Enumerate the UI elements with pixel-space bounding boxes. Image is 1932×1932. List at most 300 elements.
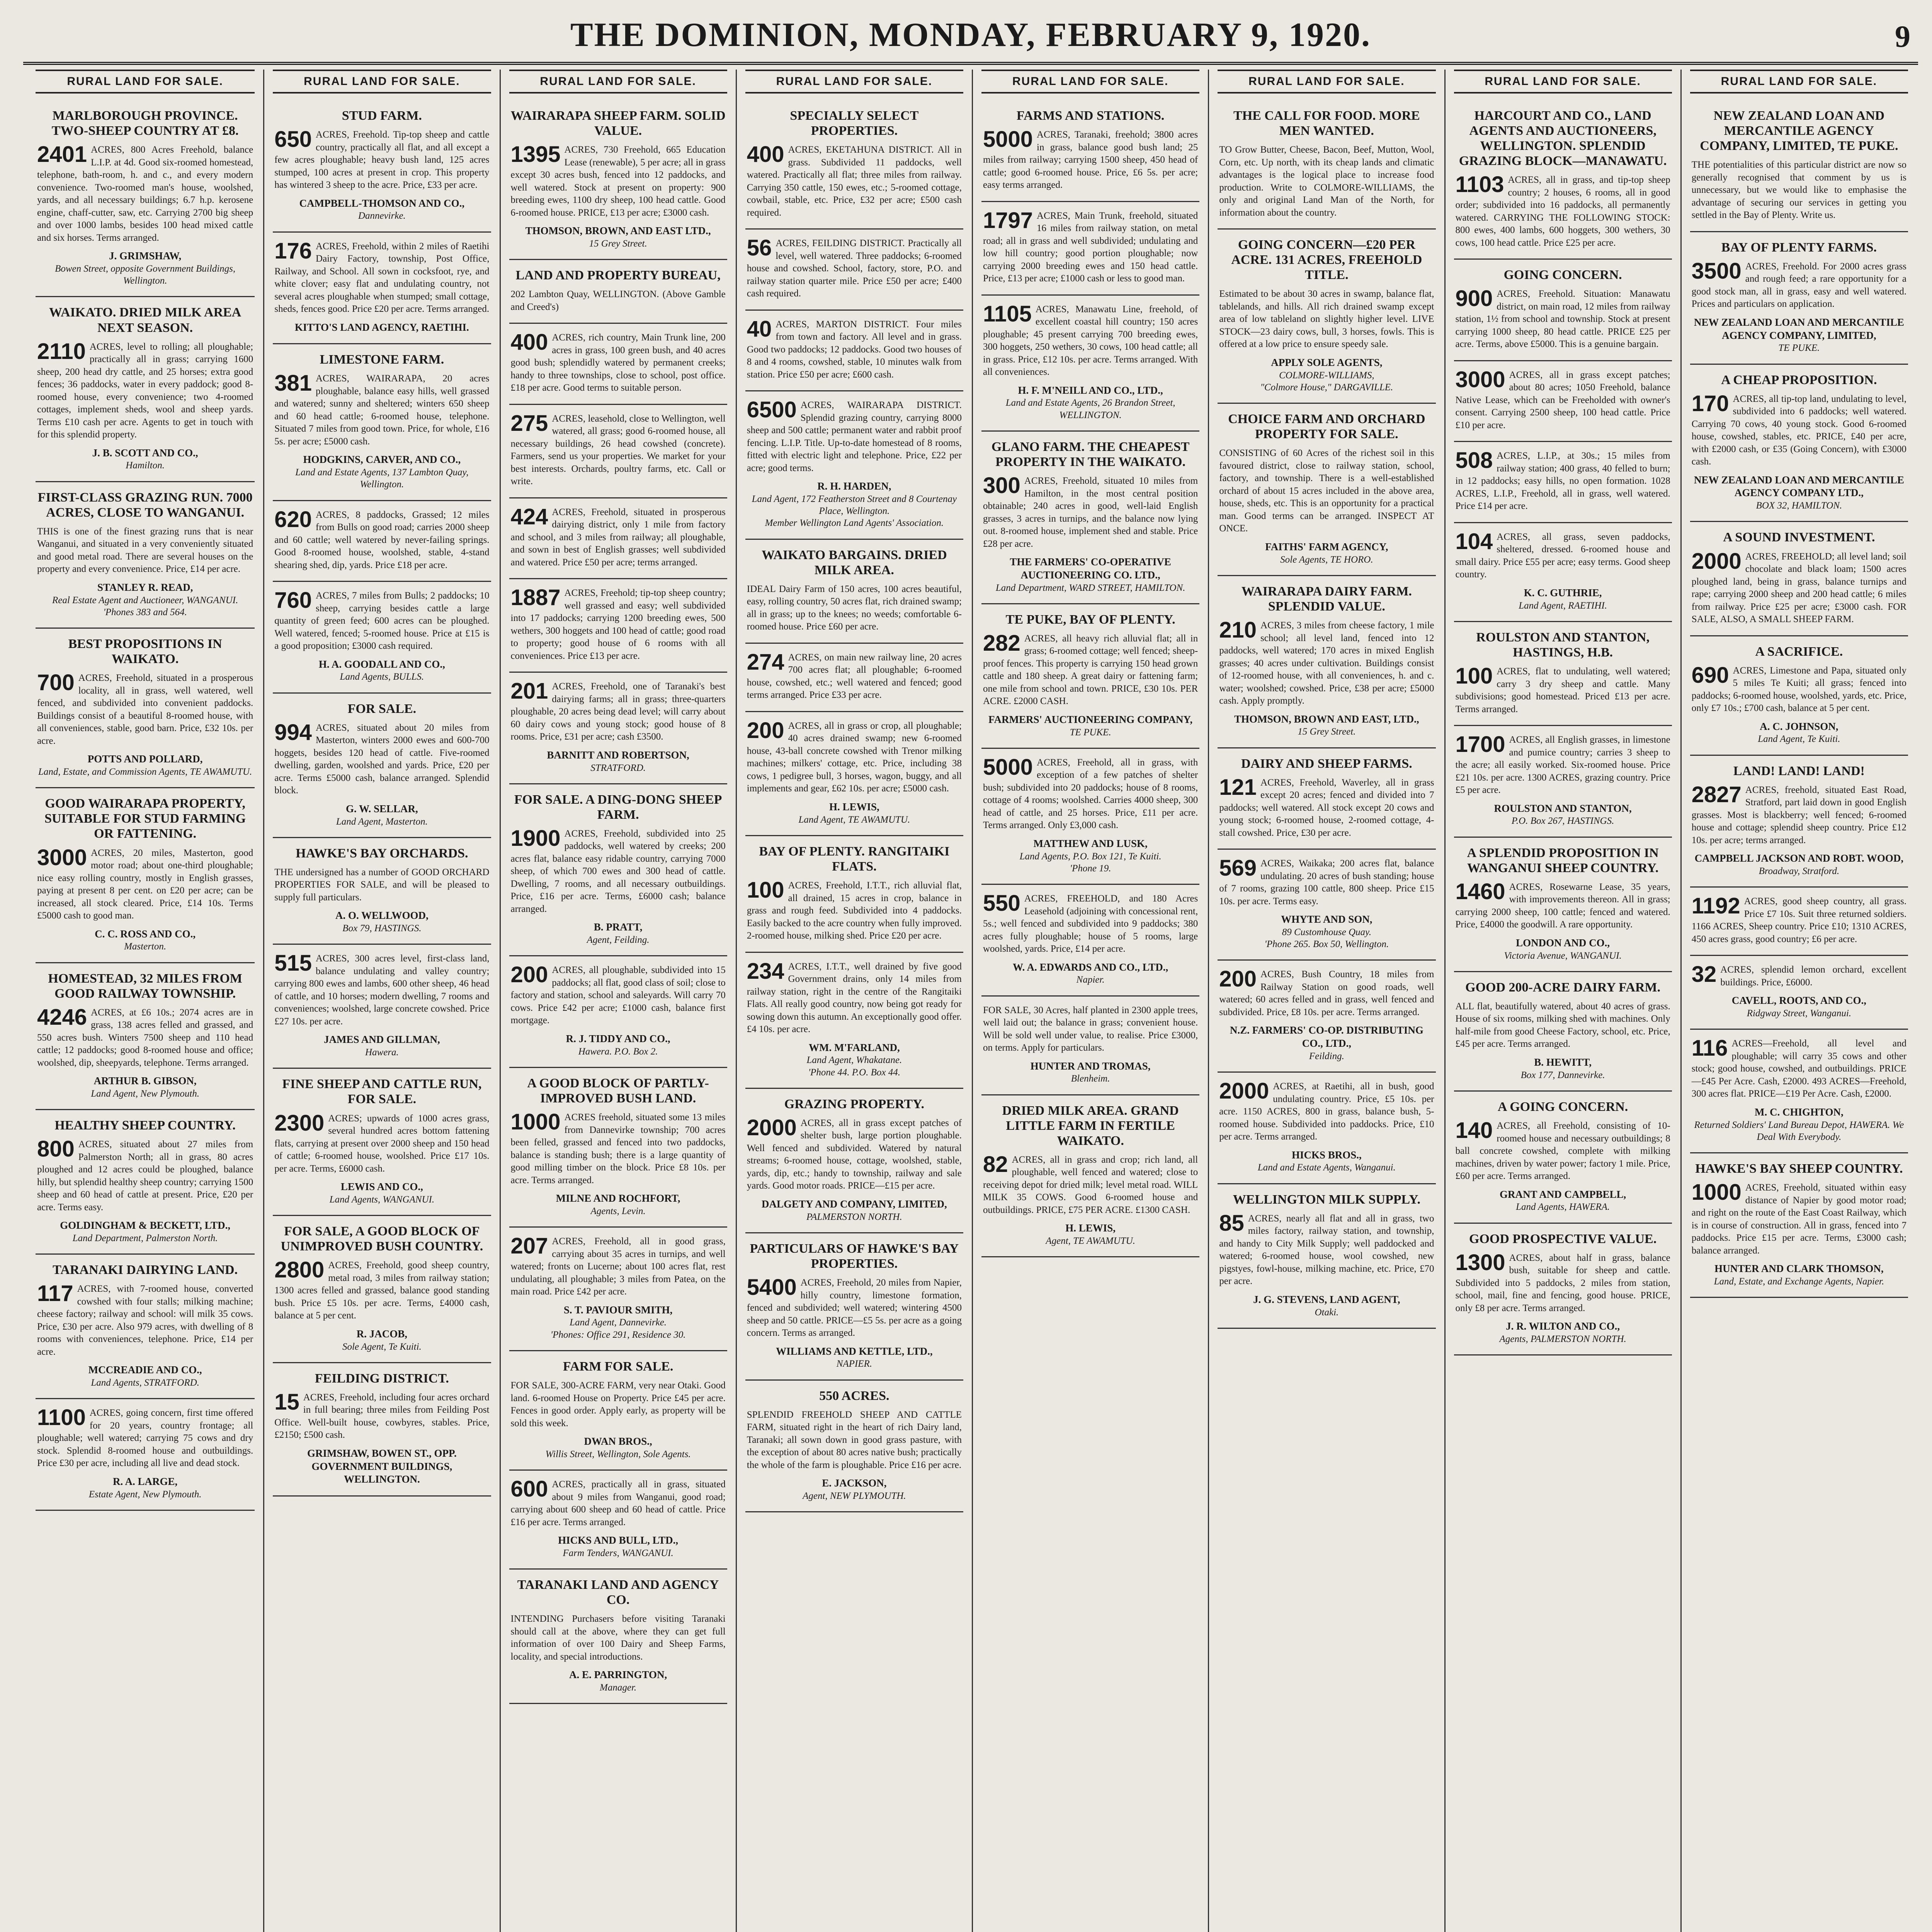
agent-line: BOX 32, HAMILTON. [1756,500,1842,511]
ad-text: CONSISTING of 60 Acres of the richest soil in this favoured district, close to railway station, school, factory, and township. There is a well-established orchard of about 15 acres included in the above area, house, sheds, etc. This is an opportunity for a practical man. Good terms can be arranged. INSPECT AT ONCE. [1219,448,1434,534]
ad-title: FARM FOR SALE. [563,1359,673,1374]
ad-body [1456,1120,1670,1183]
ad-agent [1219,1293,1434,1318]
classified-ad [1454,1092,1672,1224]
column-heading: RURAL LAND FOR SALE. [36,70,255,94]
ad-acreage: 760 [274,588,312,613]
ad-text: ACRES, all tip-top land, undulating to level, subdivided into 6 paddocks; well watered. Carrying 70 cows, 40 young stock. Good 6-roomed house, cowshed, stables, etc. PRICE, £40 per acre, with £2000 cash, or £35 (Going Concern), with £3000 cash. [1691,393,1906,467]
classified-ad [509,1068,727,1228]
ad-title: BAY OF PLENTY FARMS. [1721,240,1877,255]
agent-line: STRATFORD. [590,762,646,773]
ad-acreage: 5000 [983,754,1033,780]
ad-body [983,129,1198,192]
agent-line: Land Agent, 172 Featherston Street and 8 Courtenay Place, Wellington. [752,493,957,517]
agent-line: Sole Agents, TE HORO. [1280,554,1373,565]
ad-text: ACRES, Freehold, I.T.T., rich alluvial flat, all drained, 15 acres in crop, balance in grass and rough feed. Subdivided into 4 paddocks. Easily backed to the acre country when fully improved. 2-roomed house, milking shed. Price £20 per acre. [747,880,962,941]
ad-body [511,1478,726,1529]
agent-line: Manager. [600,1682,637,1693]
ad-body [747,144,962,219]
ad-acreage: 2110 [37,338,86,364]
ad-agent [747,1345,962,1370]
page-number: 9 [1895,20,1910,54]
ad-body [983,207,1198,285]
agent-line: TE PUKE. [1070,727,1111,738]
agent-line: C. C. ROSS AND CO., [95,928,196,940]
agent-line: A. C. JOHNSON, [1760,720,1838,732]
ad-body [511,332,726,395]
classified-ad [36,100,255,297]
ad-body [37,1004,253,1070]
classified-ad [745,712,963,836]
ad-text: ACRES, rich country, Main Trunk line, 200 acres in grass, 100 green bush, and 40 acres good bush; splendidly watered by permanent creeks; handy to three townships, close to school, post office. £18 per acre. Good terms to suitable person. [510,332,726,393]
ad-body [1456,734,1670,797]
classified-ad [1454,622,1672,726]
agent-line: Land Department, WARD STREET, HAMILTON. [995,582,1185,593]
agent-line: ARTHUR B. GIBSON, [94,1075,197,1087]
ad-title: GOING CONCERN. [1503,268,1622,282]
agent-line: MILNE AND ROCHFORT, [556,1192,680,1204]
classified-ad [36,1399,255,1511]
ad-agent [511,1435,726,1460]
classified-ad [273,100,491,233]
ad-text: ACRES, Freehold; tip-top sheep country; well grassed and easy; well subdivided into 17 paddocks; carrying 1200 breeding ewes, 500 wethers, 300 hoggets and 100 head of cattle; good road to property; good house of 6 rooms with all conveniences. Price £13 per acre. [510,588,726,661]
ad-title: LIMESTONE FARM. [320,352,444,367]
ad-text: ACRES, all in grass or crop, all ploughable; 40 acres drained swamp; new 6-roomed house, 43-ball concrete cowshed with Trenor milking machines; milkers' cottage, etc. Price, including 38 cows, 1 pedigree bull, 3 horses, wagon, buggy, and all implements and gear, £62 10s. per acre; £5000 cash. [747,720,962,794]
agent-line: TE PUKE. [1778,343,1820,354]
ad-title: DAIRY AND SHEEP FARMS. [1241,756,1412,771]
ad-agent [511,749,726,774]
ad-body [1456,369,1670,432]
classified-ad [273,1069,491,1216]
agent-line: THE FARMERS' CO-OPERATIVE AUCTIONEERING CO. LTD., [1010,556,1171,581]
ad-acreage: 508 [1455,448,1493,473]
classified-ad [745,1233,963,1381]
ad-body [747,1277,962,1340]
agent-line: HODGKINS, CARVER, AND CO., [303,454,461,466]
ad-acreage: 2000 [747,1115,797,1140]
ad-body [1692,784,1906,847]
ad-body [1456,1000,1670,1051]
ad-body [511,288,726,313]
classified-ad [745,953,963,1089]
ad-body [1692,393,1906,468]
agent-line: THOMSON, BROWN, AND EAST LTD., [525,225,711,237]
ad-title: A CHEAP PROPOSITION. [1721,372,1877,387]
classified-ad [745,1381,963,1513]
ad-agent [747,1041,962,1078]
ad-text: ACRES, good sheep country, all grass. Price £7 10s. Suit three returned soldiers. 1166 ACRES, Sheep country. Price £10; 1310 ACRES, 450 acres grass, good country; £6 per acre. [1691,896,1906,944]
ad-text: Estimated to be about 30 acres in swamp, balance flat, tablelands, and hills. All rich drained swamp except area of low tableland on slightly higher level. LIVE STOCK—23 dairy cows, bull, 3 horses, fowls. This is offered at a low price to ensure speedy sale. [1219,289,1434,350]
ad-acreage: 800 [37,1136,75,1162]
ad-body [510,410,726,488]
agent-line: H. LEWIS, [1065,1222,1116,1234]
ad-body [274,866,489,904]
ad-text: ACRES, level to rolling; all ploughable; practically all in grass; carrying 1600 sheep, 200 head dry cattle, and 25 horses; extra good fences; 36 paddocks, water in every paddock; good 8-roomed house, every convenience; two 4-roomed cottages, implement sheds, wool and sheep yards. Terms £10 cash per acre. Agents to get in touch with for this splendid property. [37,341,253,440]
ad-agent [1692,852,1906,877]
ad-acreage: 1900 [510,825,561,851]
ad-agent [1456,802,1670,827]
classified-ad [1690,100,1908,232]
ad-acreage: 400 [747,142,784,167]
ad-text: ACRES, Freehold, one of Taranaki's best dairying farms; all in grass; three-quarters ploughable, 20 acres being dead level; will carry about 60 dairy cows and young stock; good house of 8 rooms. Price, £31 per acre; cash £3500. [510,681,726,742]
ad-agent [1692,720,1906,745]
ad-acreage: 116 [1691,1036,1728,1061]
ad-title: FOR SALE. [347,701,417,716]
ad-body [1456,531,1670,581]
classified-ad [273,945,491,1069]
agent-line: G. W. SELLAR, [345,803,418,815]
classified-ad [509,1570,727,1704]
column-heading: RURAL LAND FOR SALE. [1218,70,1435,94]
column-heading: RURAL LAND FOR SALE. [273,70,491,94]
ad-body [1219,1080,1434,1143]
agent-line: Ridgway Street, Wanganui. [1747,1008,1852,1019]
classified-ad [1218,748,1435,850]
ad-acreage: 1105 [983,301,1032,327]
agent-line: H. F. M'NEILL AND CO., LTD., [1018,384,1163,396]
ad-text: ACRES, Bush Country, 18 miles from Railway Station on good roads, well watered; 60 acres felled and in grass, well fenced and subdivided. Price, £8 10s. per acre. Terms arranged. [1219,969,1434,1017]
ad-text: ACRES, Taranaki, freehold; 3800 acres in grass, balance good bush land; 25 miles from railway; carrying 1500 sheep, 450 head of cattle; good 6-roomed house. Price, £6 5s. per acre; easy terms arranged. [983,129,1198,190]
ad-text: ACRES, at Raetihi, all in bush, good undulating country. Price, £5 10s. per acre. 1150 ACRES, 800 in grass, balance bush, 5-roomed house. Subdivided into paddocks. Price, £10 per acre. Terms arranged. [1219,1081,1434,1142]
agent-line: Willis Street, Wellington, Sole Agents. [545,1449,691,1459]
classified-ad [509,260,727,324]
classified-ad [1690,365,1908,522]
ad-text: TO Grow Butter, Cheese, Bacon, Beef, Mutton, Wool, Corn, etc. Up north, with its cheap lands and climatic advantages is the logical place to increase food production. Write to COLMORE-WILLIAMS, the only and original Land Man of the North, for information about the country. [1219,145,1434,218]
ad-body [274,372,489,448]
ad-title: HAWKE'S BAY SHEEP COUNTRY. [1695,1162,1903,1176]
ad-text: ACRES, all grass, seven paddocks, sheltered, dressed. 6-roomed house and small dairy. Price £55 per acre; easy terms. Good sheep country. [1455,531,1670,580]
classified-ad [745,391,963,540]
ad-body [511,587,726,662]
ad-body [1456,288,1670,351]
ad-text: ACRES, situated about 27 miles from Palmerston North; all in grass, 80 acres ploughed and 12 acres could be ploughed, balance hilly, but splendid healthy sheep country; carrying 1500 sheep and 60 head of cattle at present. Price, £20 per acre. Terms easy. [37,1139,253,1213]
ad-acreage: 2300 [274,1110,325,1136]
ad-title: TE PUKE, BAY OF PLENTY. [1005,612,1175,627]
classified-ad [1218,404,1435,576]
classified-ad [273,838,491,945]
ad-body [1692,260,1906,311]
ad-body [1219,774,1434,840]
ad-text: ACRES, Main Trunk, freehold, situated 16 miles from railway station, on metal road; all in grass and well subdivided; undulating and low hill country; good portion ploughable; now carrying 2000 breeding ewes and 150 head cattle. Price, £13 per acre; £1000 cash or less to good man. [983,210,1198,284]
ad-title: HEALTHY SHEEP COUNTRY. [54,1118,236,1133]
ad-text: ACRES, about half in grass, balance bush, suitable for sheep and cattle. Subdivided into 5 paddocks, 2 miles from station, school, mail, fine and fencing, good house. PRICE, only £8 per acre. Terms arranged. [1455,1252,1670,1313]
ad-text: ACRES, 3 miles from cheese factory, 1 mile school; all level land, fenced into 12 paddocks, well watered; 170 acres in mixed English grasses; 40 acres under cultivation. Buildings consist of 12-roomed house, with all conveniences, h. and c. water; woolshed; cowshed. Price, £38 per acre; £5000 cash. Apply promptly. [1219,620,1434,706]
ad-agent [274,909,489,934]
ad-body [1456,450,1670,513]
ad-acreage: 200 [510,962,548,988]
ad-agent [37,250,253,287]
ad-title: HAWKE'S BAY ORCHARDS. [296,846,468,861]
column-heading: RURAL LAND FOR SALE. [745,70,963,94]
agent-line: A. E. PARRINGTON, [569,1669,667,1681]
classified-ad [509,1228,727,1351]
ad-title: FEILDING DISTRICT. [315,1371,449,1386]
classified-ad [273,694,491,838]
ad-acreage: 2800 [274,1257,325,1283]
ad-acreage: 550 [983,891,1020,916]
agent-line: Box 79, HASTINGS. [342,923,422,934]
column [1444,70,1680,1932]
ad-agent [274,453,489,490]
ad-body [511,1379,726,1430]
ad-title: FARMS AND STATIONS. [1016,109,1165,123]
classified-ad [1454,442,1672,523]
ad-text: ACRES, all ploughable, subdivided into 15 paddocks; all flat, good class of soil; close to factory and station, school and saleyards. Will carry 70 cows. Price £42 per acre; £1000 cash, balance first mortgage. [510,965,726,1026]
ad-body [1456,665,1670,716]
ad-text: ACRES—Freehold, all level and ploughable; will carry 35 cows and other stock; good house, cowshed, and outbuildings. PRICE—£45 Per Acre. Cash, £2000. 493 ACRES—Freehold, 300 acres flat. PRICE—£19 Per Acre. Cash, £2000. [1691,1038,1906,1099]
classified-ad [509,579,727,673]
ad-acreage: 1887 [510,585,561,611]
ad-agent [511,1192,726,1217]
ad-title: PARTICULARS OF HAWKE'S BAY PROPERTIES. [750,1241,959,1271]
agent-line: Dannevirke. [358,211,406,221]
agent-line: Land Agents, STRATFORD. [91,1378,199,1388]
classified-ad [509,784,727,957]
ad-body [511,680,726,743]
classified-ad [509,673,727,784]
classified-ad [509,324,727,405]
ad-title: STUD FARM. [342,109,422,123]
ad-title: WAIKATO BARGAINS. DRIED MILK AREA. [762,548,947,577]
ad-text: ACRES, 800 Acres Freehold, balance L.I.P. at 4d. Good six-roomed homestead, telephone, bath-room, h. and c., and every modern convenience. Two-roomed man's house, woolshed, yards, and all necessary buildings; 6.7 h.p. kerosene engine, chaff-cutter, saw, etc. Carrying 2700 big sheep and over 1000 lambs, besides 100 head mixed cattle and six horses. Terms arranged. [37,145,253,243]
ad-title: GOOD 200-ACRE DAIRY FARM. [1465,980,1661,995]
agent-line: Land Agent, RAETIHI. [1519,600,1607,611]
classified-ad [745,836,963,953]
agent-line: Agent, Feilding. [587,935,650,946]
ad-acreage: 3000 [1455,367,1505,392]
ad-agent [983,556,1198,594]
ad-acreage: 32 [1691,962,1717,987]
ad-body [1219,1210,1434,1288]
agent-line: POTTS AND POLLARD, [87,753,203,765]
agent-line: 15 Grey Street. [1298,726,1356,737]
ad-title: NEW ZEALAND LOAN AND MERCANTILE AGENCY COMPANY, LIMITED, TE PUKE. [1700,109,1898,153]
classified-ad [745,540,963,644]
agent-line: Land Agents, P.O. Box 121, Te Kuiti. [1019,851,1162,862]
classified-ad [1218,850,1435,961]
classified-ad [1454,726,1672,838]
ad-title: FIRST-CLASS GRAZING RUN. 7000 ACRES, CLOSE TO WANGANUI. [37,490,253,520]
ad-text: ACRES, Freehold. For 2000 acres grass and rough feed; a rare opportunity for a good stock man, all in grass, easy and well watered. Prices and particulars on application. [1691,261,1906,310]
agent-line: Land and Estate Agents, 137 Lambton Quay, Wellington. [295,467,469,490]
ad-title: A SOUND INVESTMENT. [1723,530,1875,545]
agent-line: Napier. [1076,975,1105,985]
ad-text: IDEAL Dairy Farm of 150 acres, 100 acres beautiful, easy, rolling country, 50 acres flat, rich drained swamp; all in grass; up to the knees; no weeds; comfortable 6-roomed house. Price £60 per acre. [747,583,962,632]
ad-acreage: 1192 [1691,893,1740,919]
ad-agent [511,1668,726,1694]
agent-line: MATTHEW AND LUSK, [1033,837,1148,849]
agent-line: Land Department, Palmerston North. [72,1233,218,1244]
agent-line: WM. M'FARLAND, [809,1041,900,1053]
classified-ad [273,1363,491,1497]
ad-acreage: 40 [747,316,772,342]
ad-text: ACRES, flat to undulating, well watered; carry 3 dry sheep and cattle. Many subdivisions; good homestead. Priced £13 per acre. Terms arranged. [1455,666,1670,714]
ad-text: ACRES, situated about 20 miles from Masterton, winters 2000 ewes and 600-700 hoggets, besides 120 head of cattle. Five-roomed dwelling, garden, woolshed and yards. Price, £20 per acre. Terms £5000 cash, balance arranged. Splendid block. [274,722,490,796]
ad-title: FOR SALE, A GOOD BLOCK OF UNIMPROVED BUSH COUNTRY. [281,1224,483,1254]
agent-line: 'Phones 383 and 564. [103,607,187,617]
ad-title: HARCOURT AND CO., LAND AGENTS AND AUCTIONEERS, WELLINGTON. SPLENDID GRAZING BLOCK—MANAWATU. [1459,109,1667,168]
ad-title: CHOICE FARM AND ORCHARD PROPERTY FOR SALE. [1228,412,1425,442]
ad-agent [1692,316,1906,354]
ad-acreage: 200 [747,718,784,743]
agent-line: Box 177, Dannevirke. [1520,1070,1605,1080]
ad-text: ACRES, all heavy rich alluvial flat; all in grass; 6-roomed cottage; well fenced; sheep-proof fences. This property is carrying 150 head grown cattle and 180 sheep. A great dairy or fattening farm; one mile from school and town. PRICE, £30 10s. PER ACRE. £2000 CASH. [983,633,1198,707]
ad-acreage: 2827 [1691,782,1742,807]
classified-ad [981,1095,1199,1258]
classified-ad [36,963,255,1111]
agent-line: APPLY SOLE AGENTS, [1271,356,1383,368]
ad-body [983,754,1198,832]
agent-line: "Colmore House," DARGAVILLE. [1260,382,1393,393]
ad-agent [37,447,253,472]
agent-line: Sole Agent, Te Kuiti. [342,1341,422,1352]
classified-ad [1218,961,1435,1073]
ad-body [983,630,1198,708]
agent-line: PALMERSTON NORTH. [806,1211,902,1222]
ad-text: ACRES, 300 acres level, first-class land, balance undulating and valley country; carrying 800 ewes and lambs, 600 other sheep, 46 head of cattle, and 10 horses; modern dwelling, 7 rooms and conveniences; woolshed, large concrete cowshed. Price £27 10s. per acre. [274,953,490,1027]
classified-ad [745,230,963,311]
ad-agent [1456,1320,1670,1345]
ad-text: ACRES, Freehold, good sheep country, metal road, 3 miles from railway station; 1300 acres felled and grassed, balance good standing bush. Price £5 10s. per acre. Terms, £4000 cash, balance at 5 per cent. [274,1260,490,1321]
ad-text: ACRES, Freehold. Situation: Manawatu district, on main road, 12 miles from railway station, 1½ from school and township. Stock at present carrying 1000 sheep, 80 head cattle. PRICE £25 per acre. Terms, above £5000. This is a genuine bargain. [1455,289,1670,350]
ad-text: ACRES, leasehold, close to Wellington, well watered, all grass; good 6-roomed house, all necessary buildings, 26 head cowshed (concrete). Farmers, send us your properties. We market for your best interests. Orchards, poultry farms, etc. Call or write. [510,413,726,487]
classified-ad [509,405,727,498]
ad-agent [274,803,489,828]
classified-ad [981,997,1199,1095]
ad-acreage: 234 [747,958,784,984]
ad-text: THE potentialities of this particular district are now so generally recognised that comment by us is unnecessary, but we would like to emphasise the advantage of securing our services in getting you settled in the Bay of Plenty. Write us. [1691,160,1906,221]
ad-acreage: 4246 [37,1004,87,1030]
ad-text: ACRES, all in grass, and tip-top sheep country; 2 houses, 6 rooms, all in good order; subdivided into 16 paddocks, all permanently watered. CARRYING THE FOLLOWING STOCK: 800 ewes, 400 lambs, 600 hoggets, 300 wethers, 30 cows, 100 head cattle. Price £25 per acre. [1455,175,1670,248]
ad-text: ACRES, Freehold, situated 10 miles from Hamilton, in the most central position obtainable; 240 acres in good, well-laid English grasses, 3 acres in turnips, and the balance now lying out. 8-roomed house, implement shed and stable. Price £28 per acre. [983,476,1198,549]
ad-text: ACRES, Freehold, all in grass, with exception of a few patches of shelter bush; subdivided into 20 paddocks; house of 8 rooms, cottage of 4 rooms; woolshed. Carries 4000 sheep, 300 head of cattle, and 25 horses. Price, £11 per acre. Terms arranged. Only £3,000 cash. [983,757,1198,831]
classified-ad [1690,1030,1908,1153]
ad-title: A SPLENDID PROPOSITION IN WANGANUI SHEEP COUNTRY. [1467,845,1659,875]
ad-title: SPECIALLY SELECT PROPERTIES. [790,109,919,138]
column-heading: RURAL LAND FOR SALE. [981,70,1199,94]
ad-text: ACRES, all in grass and crop; rich land, all ploughable, well fenced and watered; close to receiving depot for dried milk; level metal road. WILL MILK 35 COWS. Good 6-roomed house and outbuildings. PRICE, £75 PER ACRE. £1300 CASH. [983,1154,1198,1215]
page-title: THE DOMINION, MONDAY, FEBRUARY 9, 1920. [570,16,1371,54]
classified-ad [981,100,1199,202]
ad-body [511,964,726,1027]
ad-body [274,1259,489,1322]
ad-acreage: 5000 [983,127,1033,152]
agent-line: J. R. WILTON AND CO., [1506,1320,1620,1332]
classified-ad [1690,232,1908,365]
ad-body [274,719,490,797]
ad-body [274,952,489,1028]
classified-ad [1454,838,1672,972]
ad-acreage: 900 [1455,286,1493,311]
ad-title: WAIKATO. DRIED MILK AREA NEXT SEASON. [49,305,242,335]
ad-text: ACRES, splendid lemon orchard, excellent buildings. Price, £6000. [1720,964,1906,988]
agent-line: FARMERS' AUCTIONEERING COMPANY, [988,713,1193,725]
ad-body [37,847,253,922]
ad-body [37,338,253,441]
ad-text: ACRES, I.T.T., well drained by five good Government drains, only 14 miles from railway station, right in the centre of the Rangitaiki Flats. All really good country, now being got ready for sowing down this autumn. An exceptionally good offer. £4 10s. per acre. [747,961,962,1035]
agent-line: R. A. LARGE, [112,1475,178,1487]
classified-ad [1218,1184,1435,1329]
ad-body [1456,1252,1670,1315]
ad-text: ACRES, WAIRARAPA DISTRICT. Splendid grazing country, carrying 8000 sheep and 500 cattle; permanent water and rabbit proof fencing. L.I.P. Title. Up-to-date homestead of 8 rooms, fitted with electric light and telephone. Price, £22 per acre; good terms. [747,400,962,473]
ad-agent [274,1033,489,1058]
ad-text: ACRES, Freehold, situated in a prosperous locality, all in grass, well watered, well fenced, and subdivided into convenient paddocks. Buildings consist of a beautiful 8-roomed house, with all conveniences, stable, good barn. Price, £32 10s. per acre. [37,673,253,746]
ad-text: ACRES, Freehold. Tip-top sheep and cattle country, practically all flat, and all except a few acres ploughable; heavy bush land, 125 acres stumped, 100 acres at present in crop. This property has wintered 3 sheep to the acre. Price, £33 per acre. [274,129,490,190]
classified-ad [1454,260,1672,361]
agent-line: NEW ZEALAND LOAN AND MERCANTILE AGENCY COMPANY, LIMITED, [1694,316,1904,341]
ad-acreage: 274 [747,649,784,675]
ad-body [37,672,253,747]
ad-agent [511,921,726,946]
ad-text: ACRES, Limestone and Papa, situated only 5 miles Te Kuiti; all grass; fenced into paddocks; 6-roomed house, woolshed, yards, etc. Price, only £7 10s.; £700 cash, balance at 5 per cent. [1691,665,1906,714]
classified-ad [273,582,491,694]
agent-line: Masterton. [124,941,167,952]
ad-text: ACRES, FEILDING DISTRICT. Practically all level, well watered. Three paddocks; 6-roomed house and cowshed. School, factory, store, P.O. and railway station quarter mile. Price £50 per acre; £400 cash required. [747,238,962,299]
ad-text: ACRES, MARTON DISTRICT. Four miles from town and factory. All level and in grass. Good two paddocks; 12 paddocks. Good two houses of 8 and 4 rooms, cowshed, stable, 10 minutes walk from station. Price £50 per acre; £600 cash. [747,319,962,380]
ad-body [983,303,1198,379]
ad-text: ACRES, 8 paddocks, Grassed; 12 miles from Bulls on good road; carries 2000 sheep and 60 cattle; well watered by never-failing springs. Good 8-roomed house, woolshed, stable, 4-stand shearing shed, dip, yards. Price £18 per acre. [274,509,490,570]
ad-body [1692,895,1906,946]
agent-line: CAMPBELL-THOMSON AND CO., [299,197,465,209]
ad-text: ACRES, on main new railway line, 20 acres 700 acres flat; all ploughable; 6-roomed house, cowshed, etc.; well watered and fenced; good terms arranged. Price £33 per acre. [747,652,962,701]
ad-body [983,1004,1198,1054]
ad-title: TARANAKI DAIRYING LAND. [53,1263,238,1277]
classified-ad [509,1351,727,1471]
agent-line: Hamilton. [126,460,165,471]
ad-text: ACRES, Rosewarne Lease, 35 years, with improvements thereon. All in grass; carrying 2000 sheep, 100 cattle; fenced and watered. Price, £4000 the goodwill. A rare opportunity. [1455,881,1670,930]
agent-line: R. H. HARDEN, [817,480,891,492]
classified-ad [1690,756,1908,888]
classified-ad [1454,523,1672,622]
agent-line: Hawera. [365,1047,399,1058]
ad-agent [511,1534,726,1559]
ad-body [1691,662,1906,715]
ad-text: ACRES, EKETAHUNA DISTRICT. All in grass. Subdivided 11 paddocks, well watered. Practically all flat; three miles from railway. Carrying 350 cattle, 150 ewes, etc.; 5-roomed cottage, cowbail, stable, etc. Price, £32 per acre; £500 cash required. [747,145,962,218]
ad-acreage: 104 [1455,529,1493,554]
agent-line: Blenheim. [1071,1073,1110,1084]
classified-ad [981,604,1199,749]
ad-body [37,1283,253,1358]
agent-line: K. C. GUTHRIE, [1524,587,1602,599]
column-heading: RURAL LAND FOR SALE. [509,70,727,94]
ad-acreage: 650 [274,127,312,152]
ad-body [747,1409,962,1472]
classified-ad [509,956,727,1068]
ad-acreage: 100 [1455,663,1493,689]
ad-text: ACRES, FREEHOLD, and 180 Acres Leasehold (adjoining with concessional rent, 5s.; well fenced and subdivided into 9 paddocks; 380 acres fully ploughable; house of 5 rooms, large woolshed, yards. Price, £14 per acre. [983,893,1198,954]
ad-title: HOMESTEAD, 32 MILES FROM GOOD RAILWAY TOWNSHIP. [48,971,242,1001]
agent-line: ROULSTON AND STANTON, [1494,802,1632,814]
ad-body [747,651,962,702]
agent-line: Land and Estate Agents, 26 Brandon Street, WELLINGTON. [1005,398,1175,420]
agent-line: H. LEWIS, [829,801,879,813]
agent-line: THOMSON, BROWN AND EAST, LTD., [1234,713,1419,725]
ad-body [1219,144,1434,219]
ad-acreage: 994 [274,719,312,745]
ad-agent [983,384,1198,421]
ad-acreage: 2000 [1691,548,1742,574]
ad-acreage: 3000 [37,845,87,870]
ad-agent [983,837,1198,874]
ad-acreage: 1000 [1691,1180,1742,1205]
agent-line: DALGETY AND COMPANY, LIMITED, [761,1198,947,1210]
classified-ad [36,482,255,629]
ad-agent [1219,713,1434,738]
ad-acreage: 56 [747,235,772,261]
ad-text: ACRES, with 7-roomed house, converted cowshed with four stalls; milking machine; cheese factory; railway and school: will milk 35 cows. Price, £30 per acre. Also 979 acres, with dwelling of 8 rooms with conveniences, telephone. Price, £14 per acre. [37,1284,253,1357]
ad-acreage: 1700 [1455,732,1505,757]
agent-line: CAVELL, ROOTS, AND CO., [1731,995,1867,1007]
